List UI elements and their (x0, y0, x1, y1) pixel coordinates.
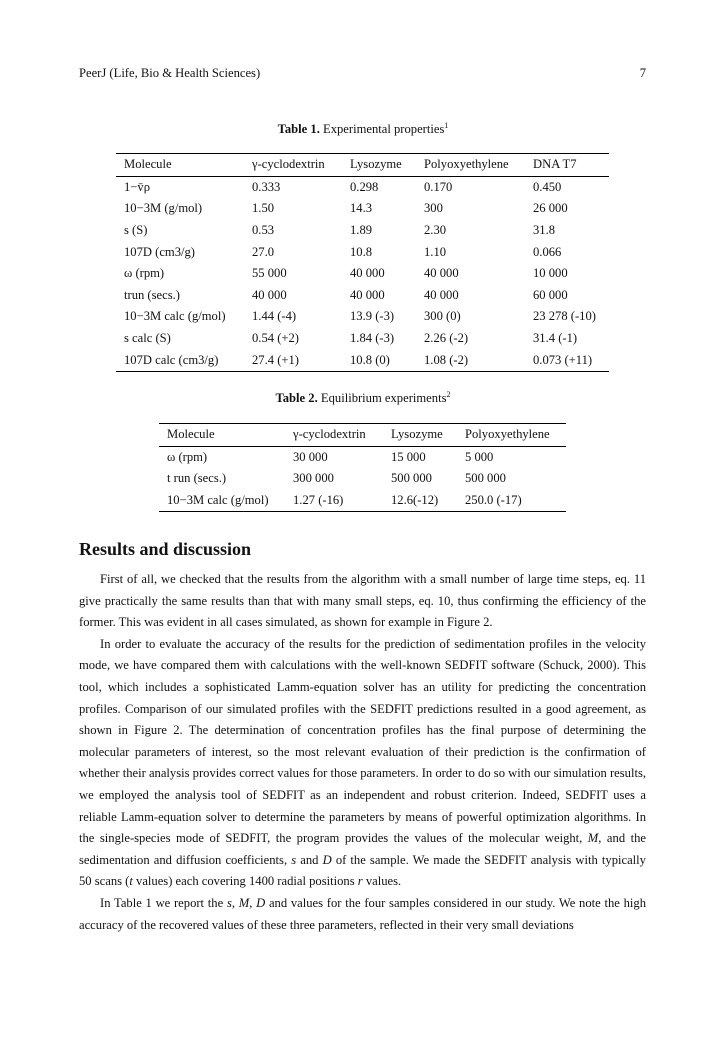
p2-end: values. (365, 874, 402, 889)
table-cell: 60 000 (533, 287, 568, 302)
p2-tail: of the sample. We made the SEDFIT analysis with typically 50 scans ( (79, 852, 646, 889)
table-row (116, 306, 609, 328)
table1-col-dna: DNA T7 (525, 154, 609, 177)
p2-tail2: values) each covering 1400 radial positions (136, 874, 355, 889)
table1-caption-note: 1 (444, 121, 449, 130)
table1-caption-label: Table 1. (277, 122, 320, 137)
table-cell: 55 000 (252, 266, 287, 281)
row-label: s calc (S) (124, 331, 171, 346)
table-row (159, 468, 566, 490)
p3-start: In Table 1 we report the (100, 895, 224, 910)
table2-col-molecule: Molecule (159, 424, 285, 447)
table-cell: 10.8 (0) (342, 349, 416, 371)
table-cell: 23 278 (-10) (533, 309, 596, 324)
paragraph-3 (79, 893, 646, 936)
table-cell: 12.6(-12) (383, 490, 457, 512)
table-cell: 1.50 (252, 201, 275, 216)
table-cell: 31.8 (533, 223, 556, 238)
table-cell: 13.9 (-3) (350, 309, 395, 324)
table-row (116, 285, 609, 307)
p3-vars: s, M, D (226, 895, 266, 910)
table2-col-polyoxyethylene: Polyoxyethylene (457, 424, 566, 447)
table-row (116, 263, 609, 285)
table-row (116, 176, 609, 198)
row-label: t run (secs.) (167, 471, 227, 486)
table1-col-cyclodextrin: γ-cyclodextrin (244, 154, 342, 177)
page-number: 7 (639, 66, 646, 80)
table-cell: 500 000 (391, 471, 432, 486)
table1-col-polyoxyethylene: Polyoxyethylene (416, 154, 525, 177)
p2-mid: , and the sedimentation and diffusion coefficients, (79, 831, 646, 867)
table-cell: 1.89 (350, 223, 373, 238)
table-cell: 0.54 (+2) (252, 331, 299, 346)
journal-name: PeerJ (Life, Bio & Health Sciences) (79, 66, 261, 80)
table-cell: 0.450 (533, 179, 562, 194)
table-cell: 40 000 (252, 287, 287, 302)
row-label: trun (secs.) (124, 287, 180, 302)
table-cell: 2.26 (-2) (424, 331, 469, 346)
table-cell: 0.53 (252, 223, 275, 238)
row-label-text: 1−v̄ρ (124, 179, 150, 194)
table2-caption-label: Table 2. (275, 391, 318, 406)
paragraph-2 (79, 634, 646, 893)
row-label: 10−3M (g/mol) (124, 201, 203, 216)
table-row (116, 241, 609, 263)
running-header (79, 66, 646, 82)
p2-text: In order to evaluate the accuracy of the results for the prediction of sedimentation profiles in the velocity mode, we have compared them with calculations with the well-known SEDFIT software (Schuck, 2000). This tool, which includes a sophisticated Lamm-equation solver has an utility for predicting the concentration profiles. Comparison of our simulated profiles with the SEDFIT predictions resulted in a good agreement, as shown in Figure 2. The determination of concentration profiles has the final purpose of determining the molecular parameters of interest, so the most relevant evaluation of their prediction is the confirmation of whether their analysis provides correct values for those parameters. In order to do so with our simulation results, we employed the analysis tool of SEDFIT as an independent and robust criterion. Indeed, SEDFIT uses a reliable Lamm-equation solver to determine the parameters by means of powerful optimization algorithms. In the single-species mode of SEDFIT, the program provides the values of the molecular weight, (79, 636, 646, 846)
table1 (116, 153, 609, 372)
table-cell: 500 000 (465, 471, 506, 486)
table-cell: 15 000 (391, 449, 426, 464)
table-cell: 0.170 (424, 179, 453, 194)
var-M: M (587, 831, 599, 846)
p3-rest: and values for the four samples considered in our study. We note the high accuracy of the recovered values of these three parameters, reflected in their very small deviations (79, 895, 646, 932)
table1-caption (0, 121, 726, 137)
p2-and: and (300, 852, 319, 867)
table-row (116, 220, 609, 242)
var-r: r (357, 874, 363, 889)
table2-col-cyclodextrin: γ-cyclodextrin (285, 424, 383, 447)
table-cell: 26 000 (533, 201, 568, 216)
row-label: 10−3M calc (g/mol) (124, 309, 226, 324)
table1-header-row (116, 154, 609, 177)
table-cell: 2.30 (424, 223, 447, 238)
table-cell: 27.4 (+1) (244, 349, 342, 371)
table-cell: 10 000 (533, 266, 568, 281)
table-row (116, 349, 609, 371)
table-cell: 10.8 (350, 244, 373, 259)
table-cell: 250.0 (-17) (457, 490, 566, 512)
table-row (116, 328, 609, 350)
table-cell: 27.0 (252, 244, 275, 259)
table-row (116, 198, 609, 220)
row-label (116, 176, 244, 198)
var-s: s (291, 852, 297, 867)
table-cell: 40 000 (424, 287, 459, 302)
table2-caption-note: 2 (446, 390, 451, 399)
table-cell: 0.298 (350, 179, 379, 194)
table1-caption-text: Experimental properties (323, 122, 445, 137)
table-cell: 40 000 (424, 266, 459, 281)
row-label: 107D calc (cm3/g) (116, 349, 244, 371)
row-label: s (S) (124, 223, 148, 238)
table-cell: 1.84 (-3) (350, 331, 395, 346)
table-cell: 40 000 (350, 266, 385, 281)
table-cell: 14.3 (350, 201, 373, 216)
table-cell: 1.10 (424, 244, 447, 259)
table-cell: 1.08 (-2) (416, 349, 525, 371)
table2-col-lysozyme: Lysozyme (383, 424, 457, 447)
var-D: D (322, 852, 332, 867)
row-label: ω (rpm) (167, 449, 208, 464)
table1-col-lysozyme: Lysozyme (342, 154, 416, 177)
table-cell: 31.4 (-1) (533, 331, 578, 346)
table2 (159, 423, 566, 512)
row-label: ω (rpm) (124, 266, 165, 281)
section-title: Results and discussion (79, 539, 252, 559)
table-cell: 5 000 (465, 449, 494, 464)
table-cell: 1.27 (-16) (285, 490, 383, 512)
table-cell: 40 000 (350, 287, 385, 302)
paragraph-1: First of all, we checked that the results from the algorithm with a small number of large time steps, eq. 11 give practically the same results than that with many small steps, eq. 10, thus confirming the efficiency of the former. This was evident in all cases simulated, as shown for example in Figure 2. (79, 572, 646, 630)
table2-caption (0, 390, 726, 406)
table-cell: 300 000 (293, 471, 334, 486)
table-row (159, 446, 566, 468)
table2-header-row (159, 424, 566, 447)
body-text (79, 569, 646, 936)
table-cell: 0.066 (533, 244, 562, 259)
table1-col-molecule: Molecule (116, 154, 244, 177)
table-cell: 0.073 (+11) (525, 349, 609, 371)
table-cell: 300 (0) (424, 309, 461, 324)
table-row (159, 490, 566, 512)
table-cell: 30 000 (293, 449, 328, 464)
table-cell: 1.44 (-4) (252, 309, 297, 324)
row-label: 10−3M calc (g/mol) (159, 490, 285, 512)
row-label: 107D (cm3/g) (124, 244, 195, 259)
table-cell: 0.333 (252, 179, 281, 194)
table-cell: 300 (424, 201, 443, 216)
var-t: t (129, 874, 133, 889)
table2-caption-text: Equilibrium experiments (320, 391, 447, 406)
